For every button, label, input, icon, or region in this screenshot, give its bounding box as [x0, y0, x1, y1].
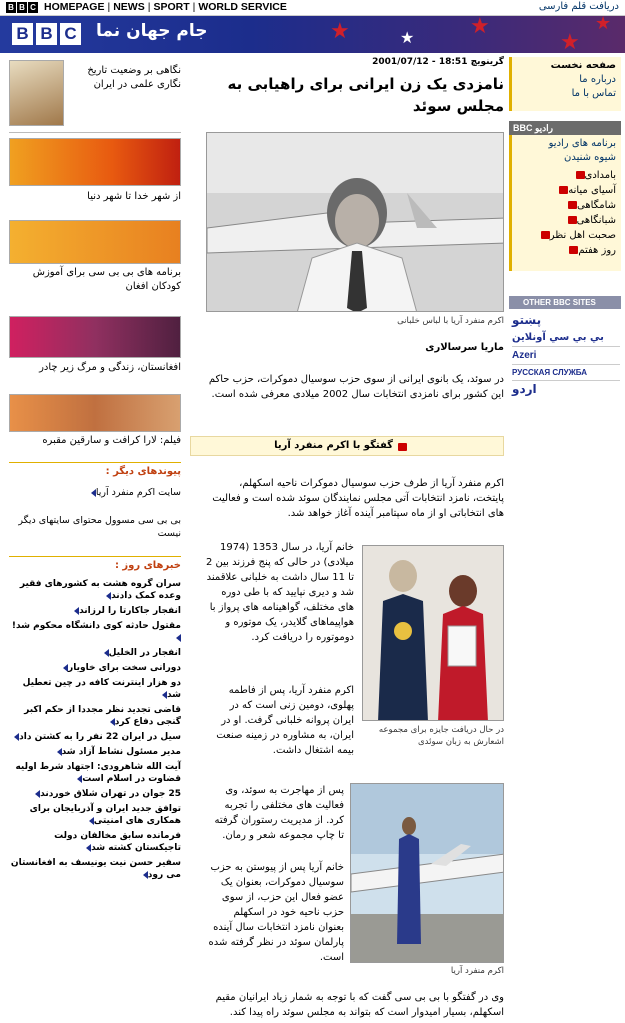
nav-contact-link[interactable]: تماس با ما — [571, 88, 616, 99]
logo-letter: B — [6, 2, 16, 13]
promo-text: نگاهی بر وضعیت تاریخ نگاری علمی در ایران — [87, 65, 181, 90]
radio-program-item[interactable] — [512, 213, 616, 228]
news-item-label: انفجار جاکارتا را لرزاند — [79, 606, 181, 616]
radio-program-item[interactable] — [512, 228, 616, 243]
site-russian-link[interactable]: РУССКАЯ СЛУЖБА — [512, 365, 620, 381]
news-item-label: آیت الله شاهرودی: اجتهاد شرط اولیه قضاوت در اسلام است — [15, 762, 181, 784]
news-item-label: دورانی سخت برای خاویار — [68, 663, 181, 673]
news-item[interactable] — [9, 704, 181, 728]
speaker-icon — [398, 443, 407, 451]
news-item[interactable] — [9, 620, 181, 644]
speaker-icon — [568, 216, 577, 224]
radio-program-item[interactable] — [512, 183, 616, 198]
promo-text: برنامه های بی بی سی برای آموزش کودکان افغان — [32, 267, 181, 292]
star-decoration: ★ — [595, 16, 612, 34]
disclaimer-text: بی بی سی مسوول محتوای سایتهای دیگر نیست — [18, 515, 181, 539]
news-item[interactable] — [9, 788, 181, 800]
site-azeri-link[interactable]: Azeri — [512, 347, 620, 365]
pilot-photo-illustration — [207, 133, 504, 312]
site-pashto-link[interactable]: پښتو — [512, 313, 542, 327]
promo-text: فیلم: لارا کرافت و سارقین مقبره — [42, 435, 181, 446]
promo-image — [9, 60, 64, 126]
article-byline: ماریا سرسالاری — [425, 342, 504, 353]
nav-news-link[interactable]: NEWS — [113, 1, 145, 13]
promo-image — [9, 220, 181, 264]
award-photo-illustration — [363, 546, 504, 721]
radio-program-label: آسیای میانه — [568, 185, 616, 196]
radio-schedule-link[interactable]: برنامه های رادیو — [548, 138, 616, 149]
plane-photo-illustration — [351, 784, 504, 963]
other-sites-list — [512, 312, 620, 398]
news-item[interactable] — [9, 662, 181, 674]
news-header: خبرهای روز : — [114, 560, 181, 571]
news-list — [9, 578, 181, 884]
speaker-icon — [569, 246, 578, 254]
article-paragraph: خانم آریا پس از پیوستن به حزب سوسیال دموکرات، بعنوان یک عضو فعال این حزب، از سوی حزب ناحیه خود در اسکهلم بعنوان نامزد انتخابات سال آینده پارلمان سوئد در نظر گرفته شده است. — [208, 862, 344, 963]
article-headline: نامزدی یک زن ایرانی برای راهیابی به مجلس سوئد — [227, 75, 504, 115]
nav-sport-link[interactable]: SPORT — [153, 1, 190, 13]
news-item[interactable] — [9, 803, 181, 827]
logo-letter: B — [17, 2, 27, 13]
speaker-icon — [568, 201, 577, 209]
article-photo-plane — [350, 783, 504, 963]
promo-text: افغانستان، زندگی و مرگ زیر چادر — [39, 362, 181, 373]
how-to-listen-link[interactable]: شیوه شنیدن — [564, 152, 616, 163]
article-photo-award — [362, 545, 504, 721]
radio-program-item[interactable] — [512, 198, 616, 213]
promo-image — [9, 138, 181, 186]
promo-item[interactable] — [9, 394, 181, 450]
news-item-label: سفیر حسن نیت یونیسف به افغانستان می رود — [10, 858, 181, 880]
arrow-icon — [176, 634, 181, 642]
news-item[interactable] — [9, 857, 181, 881]
bbc-mini-logo[interactable] — [6, 2, 38, 13]
photo-caption: اکرم منفرد آریا با لباس خلبانی — [397, 316, 504, 326]
logo-letter: C — [60, 23, 81, 45]
promo-item[interactable] — [9, 138, 181, 206]
nav-about-link[interactable]: درباره ما — [579, 74, 616, 85]
news-item[interactable] — [9, 578, 181, 602]
other-sites-header: OTHER BBC SITES — [509, 296, 621, 309]
star-decoration: ★ — [560, 30, 580, 53]
promo-image — [9, 316, 181, 358]
logo-letter: B — [12, 23, 33, 45]
site-online-link[interactable]: بي بي سي آونلاين — [512, 329, 620, 347]
radio-program-label: شامگاهی — [577, 200, 616, 211]
news-item[interactable] — [9, 677, 181, 701]
divider — [9, 462, 181, 463]
news-item-label: توافق جدید ایران و آذربایجان برای همکاری های امنیتی — [29, 804, 181, 826]
news-item-label: سران گروه هشت به کشورهای فقیر وعده کمک دادند — [19, 579, 181, 601]
promo-item[interactable] — [9, 220, 181, 298]
article-paragraph: اکرم منفرد آریا، پس از فاطمه پهلوی، دومین زنی است که در ایران پروانه خلبانی گرفت. او در ایران، به مشاوره در زمینه صنعت بیمه اشتغال داشت. — [216, 685, 354, 756]
article-lead: در سوئد، یک بانوی ایرانی از سوی حزب سوسیال دموکرات، حزب حاکم این کشور برای نامزدی انتخابات سال 2002 میلادی معرفی شده است. — [208, 374, 504, 400]
speaker-icon — [559, 186, 568, 194]
article-paragraph: وی در گفتگو با بی بی سی گفت که با توجه به شمار زیاد ایرانیان مقیم اسکهلم، بسیار امیدوار است که بتواند به مجلس سوئد راه پیدا کند. — [215, 992, 504, 1018]
article-paragraph: اکرم منفرد آریا از طرف حزب سوسیال دموکرات ناحیه اسکهلم، پایتخت، نامزد انتخابات آتی مجلس نمایندگان سوئد شده است و فعالیت های انتخاباتی او از ماه سپتامبر آینده آغاز خواهد شد. — [212, 478, 504, 519]
news-item-label: مدیر مسئول نشاط آزاد شد — [61, 747, 181, 757]
nav-homepage-link[interactable]: HOMEPAGE — [44, 1, 105, 13]
promo-item[interactable] — [9, 60, 181, 126]
star-decoration: ★ — [400, 28, 415, 47]
site-title: جام جهان نما — [96, 21, 208, 41]
radio-nav — [509, 135, 621, 271]
radio-program-label: بامدادی — [584, 170, 616, 181]
banner-background — [0, 16, 625, 53]
news-item[interactable] — [9, 605, 181, 617]
radio-program-label: روز هفتم — [578, 245, 616, 256]
global-nav: HOMEPAGE | NEWS | SPORT | WORLD SERVICE — [44, 1, 287, 13]
radio-program-item[interactable] — [512, 243, 616, 258]
radio-program-item[interactable] — [512, 168, 616, 183]
news-item[interactable] — [9, 731, 181, 743]
news-item-label: انفجار در الخلیل — [108, 648, 181, 658]
news-item-label: سیل در ایران 22 نفر را به کشتن داد — [19, 732, 181, 742]
nav-home-link[interactable]: صفحه نخست — [550, 60, 616, 71]
news-item[interactable] — [9, 746, 181, 758]
font-download-link[interactable]: دریافت قلم فارسی — [538, 1, 619, 12]
promo-item[interactable] — [9, 316, 181, 378]
header-banner — [0, 16, 625, 53]
news-item-label: مقتول حادثه کوی دانشگاه محکوم شد! — [11, 621, 181, 631]
audio-interview-link[interactable] — [190, 436, 504, 456]
top-bar — [0, 0, 625, 16]
photo-caption: اکرم منفرد آریا — [450, 966, 504, 976]
related-links-header: پیوندهای دیگر : — [105, 466, 181, 477]
logo-letter: C — [28, 2, 38, 13]
star-decoration: ★ — [330, 19, 350, 44]
photo-caption: در حال دریافت جایزه برای مجموعه اشعارش به زبان سوئدی — [378, 725, 504, 747]
article-timestamp: گرینویچ 18:51 - 2001/07/12 — [372, 57, 504, 67]
related-link-label: سایت اکرم منفرد آریا — [95, 487, 181, 498]
radio-program-label: شبانگاهی — [576, 215, 616, 226]
promo-text: از شهر خدا تا شهر دنیا — [87, 191, 181, 202]
news-item[interactable] — [9, 761, 181, 785]
related-link[interactable] — [9, 486, 181, 499]
speaker-icon — [541, 231, 550, 239]
main-nav — [509, 57, 621, 111]
news-item[interactable] — [9, 647, 181, 659]
divider — [9, 132, 181, 133]
bbc-logo[interactable] — [12, 23, 81, 45]
star-decoration: ★ — [470, 16, 490, 39]
article-paragraph: خانم آریا، در سال 1353 (1974 میلادی) در حالی که پنج فرزند بین 2 تا 11 سال داشت به خلبانی علاقمند شد و دیری نپایید که با طی دوره های مختلف، گواهینامه های پرواز با هواپیماهای گلایدر، یک موتوره و دوموتوره را دریافت کرد. — [206, 542, 354, 643]
spacer — [509, 111, 621, 119]
article-photo-pilot — [206, 132, 504, 312]
news-item[interactable] — [9, 830, 181, 854]
news-item-label: 25 جوان در تهران شلاق خوردند — [40, 789, 181, 799]
nav-world-service-link[interactable]: WORLD SERVICE — [198, 1, 287, 13]
news-item-label: فرمانده سابق مخالفان دولت تاجیکستان کشته شد — [54, 831, 181, 853]
radio-program-label: صحبت اهل نظر — [549, 230, 616, 241]
speaker-icon — [576, 171, 585, 179]
audio-label: گفتگو با اکرم منفرد آریا — [274, 440, 393, 451]
site-urdu-link[interactable]: اردو — [512, 382, 537, 396]
article-paragraph: پس از مهاجرت به سوئد، وی فعالیت های مختلفی را تجربه کرد. از مدیریت رستوران گرفته تا چاپ مجموعه شعر و رمان. — [214, 785, 344, 841]
news-item-label: قاضی تجدید نظر مجددا از حکم اکبر گنجی دفاع کرد — [24, 705, 181, 727]
divider — [9, 556, 181, 557]
logo-letter: B — [36, 23, 57, 45]
news-item-label: دو هزار اینترنت کافه در چین تعطیل شد — [22, 678, 181, 700]
promo-image — [9, 394, 181, 432]
radio-header: BBC رادیو — [509, 121, 621, 135]
